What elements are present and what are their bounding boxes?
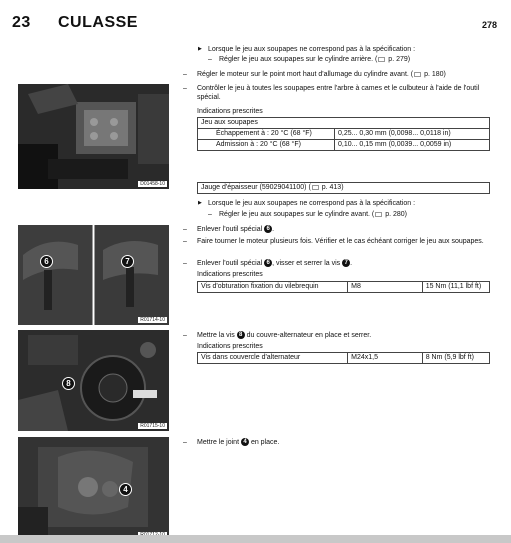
triangle-bullet-icon: ▶ [198,46,202,52]
photo-special-tool [18,225,169,325]
instruction-text: du couvre-alternateur en place et serrer. [246,332,372,339]
callout-8-inline: 8 [237,331,245,339]
photo-caption: R01715-10 [140,423,165,429]
photo-caption: R01714-10 [140,317,165,323]
table-cell-label: Vis dans couvercle d'alternateur [198,353,348,364]
seal-photo-image [18,437,169,540]
dash-bullet: – [208,56,212,63]
instruction-remove-tool: Enlever l'outil spécial 6 . [197,226,275,233]
table-cell-size: M8 [348,282,423,293]
callout-6-inline: 6 [264,259,272,267]
dash-bullet: – [183,439,187,446]
table-cell-value: 0,10... 0,15 mm (0,0039... 0,0059 in) [335,140,490,151]
table-row [198,353,490,364]
table-cell-label: Vis d'obturation fixation du vilebrequin [198,282,348,293]
instruction-text: Enlever l'outil spécial [197,260,263,267]
book-reference-icon [312,185,319,190]
instruction-alternator-screw [197,331,371,340]
instruction-text: Régler le moteur sur le point mort haut d'allumage du cylindre avant. ( [197,71,414,78]
engine-photo-image [18,84,169,189]
table-cell-label: Échappement à : 20 °C (68 °F) [198,129,335,140]
instruction-text: , visser et serrer la vis [272,260,341,267]
page-reference: p. 413) [319,184,344,191]
callout-6-inline: 6 [264,225,272,233]
photo-caption: D01458-10 [140,181,165,187]
callout-6: 6 [40,255,53,268]
instruction-text: Mettre le joint [197,439,240,446]
book-reference-icon [375,212,382,217]
dash-bullet: – [183,332,187,339]
alternator-photo-image [18,330,169,431]
instruction-text: en place. [250,439,280,446]
page-footer-bar [0,535,511,543]
condition-text: Lorsque le jeu aux soupapes ne correspond pas à la spécification : [208,46,416,53]
instruction-rear-valve [219,55,410,64]
dash-bullet: – [183,238,187,245]
chapter-number: 23 [12,14,31,31]
table-cell-value: 0,25... 0,30 mm (0,0098... 0,0118 in) [335,129,490,140]
table-row [198,129,490,140]
instruction-tdc [197,70,446,79]
instruction-text: Régler le jeu aux soupapes sur le cylindre avant. ( [219,211,375,218]
table-cell-torque: 8 Nm (5,9 lbf ft) [422,353,489,364]
gauge-cell [198,183,490,194]
chapter-title: CULASSE [58,14,138,31]
tool-photo-image [18,225,169,325]
dash-bullet: – [183,71,187,78]
valve-clearance-table [197,117,490,151]
callout-8: 8 [62,377,75,390]
dash-bullet: – [183,260,187,267]
table-cell-torque: 15 Nm (11,1 lbf ft) [422,282,489,293]
instruction-rotate-engine: Faire tourner le moteur plusieurs fois. Vérifier et le cas échéant corriger le jeu aux soupapes. [197,238,484,245]
instruction-text: Mettre la vis [197,332,235,339]
dash-bullet: – [208,211,212,218]
feeler-gauge-box [197,182,490,194]
spec-label: Indications prescrites [197,108,263,115]
triangle-bullet-icon: ▶ [198,200,202,206]
photo-alternator-cover [18,330,169,431]
spec-label: Indications prescrites [197,271,263,278]
callout-4-inline: 4 [241,438,249,446]
page-reference: p. 280) [383,211,408,218]
gauge-text: Jauge d'épaisseur (59029041100) ( [201,184,311,191]
photo-seal [18,437,169,540]
crankshaft-plug-table [197,281,490,293]
condition-text: Lorsque le jeu aux soupapes ne correspond pas à la spécification : [208,200,416,207]
page-reference: p. 180) [422,71,446,78]
callout-7: 7 [121,255,134,268]
instruction-text: Enlever l'outil spécial [197,226,263,233]
instruction-check-clearance: Contrôler le jeu à toutes les soupapes entre l'arbre à cames et le culbuteur à l'aide de l'outil spécial. [197,85,480,101]
callout-7-inline: 7 [342,259,350,267]
instruction-screw: Enlever l'outil spécial 6 , visser et serrer la vis 7 . [197,260,353,267]
instruction-seal [197,438,279,447]
spec-label: Indications prescrites [197,343,263,350]
table-cell-label: Admission à : 20 °C (68 °F) [198,140,335,151]
instruction-front-valve [219,210,407,219]
callout-4: 4 [119,483,132,496]
dash-bullet: – [183,226,187,233]
dash-bullet: – [183,85,187,92]
table-cell-size: M24x1,5 [348,353,423,364]
instruction-text: Régler le jeu aux soupapes sur le cylindre arrière. ( [219,56,378,63]
photo-valve-clearance [18,84,169,189]
page-reference: p. 279) [386,56,411,63]
book-reference-icon [414,72,421,77]
alternator-screw-table [197,352,490,364]
table-row [198,282,490,293]
book-reference-icon [378,57,385,62]
table-row [198,140,490,151]
table-header: Jeu aux soupapes [198,118,490,129]
page-number: 278 [481,20,497,30]
